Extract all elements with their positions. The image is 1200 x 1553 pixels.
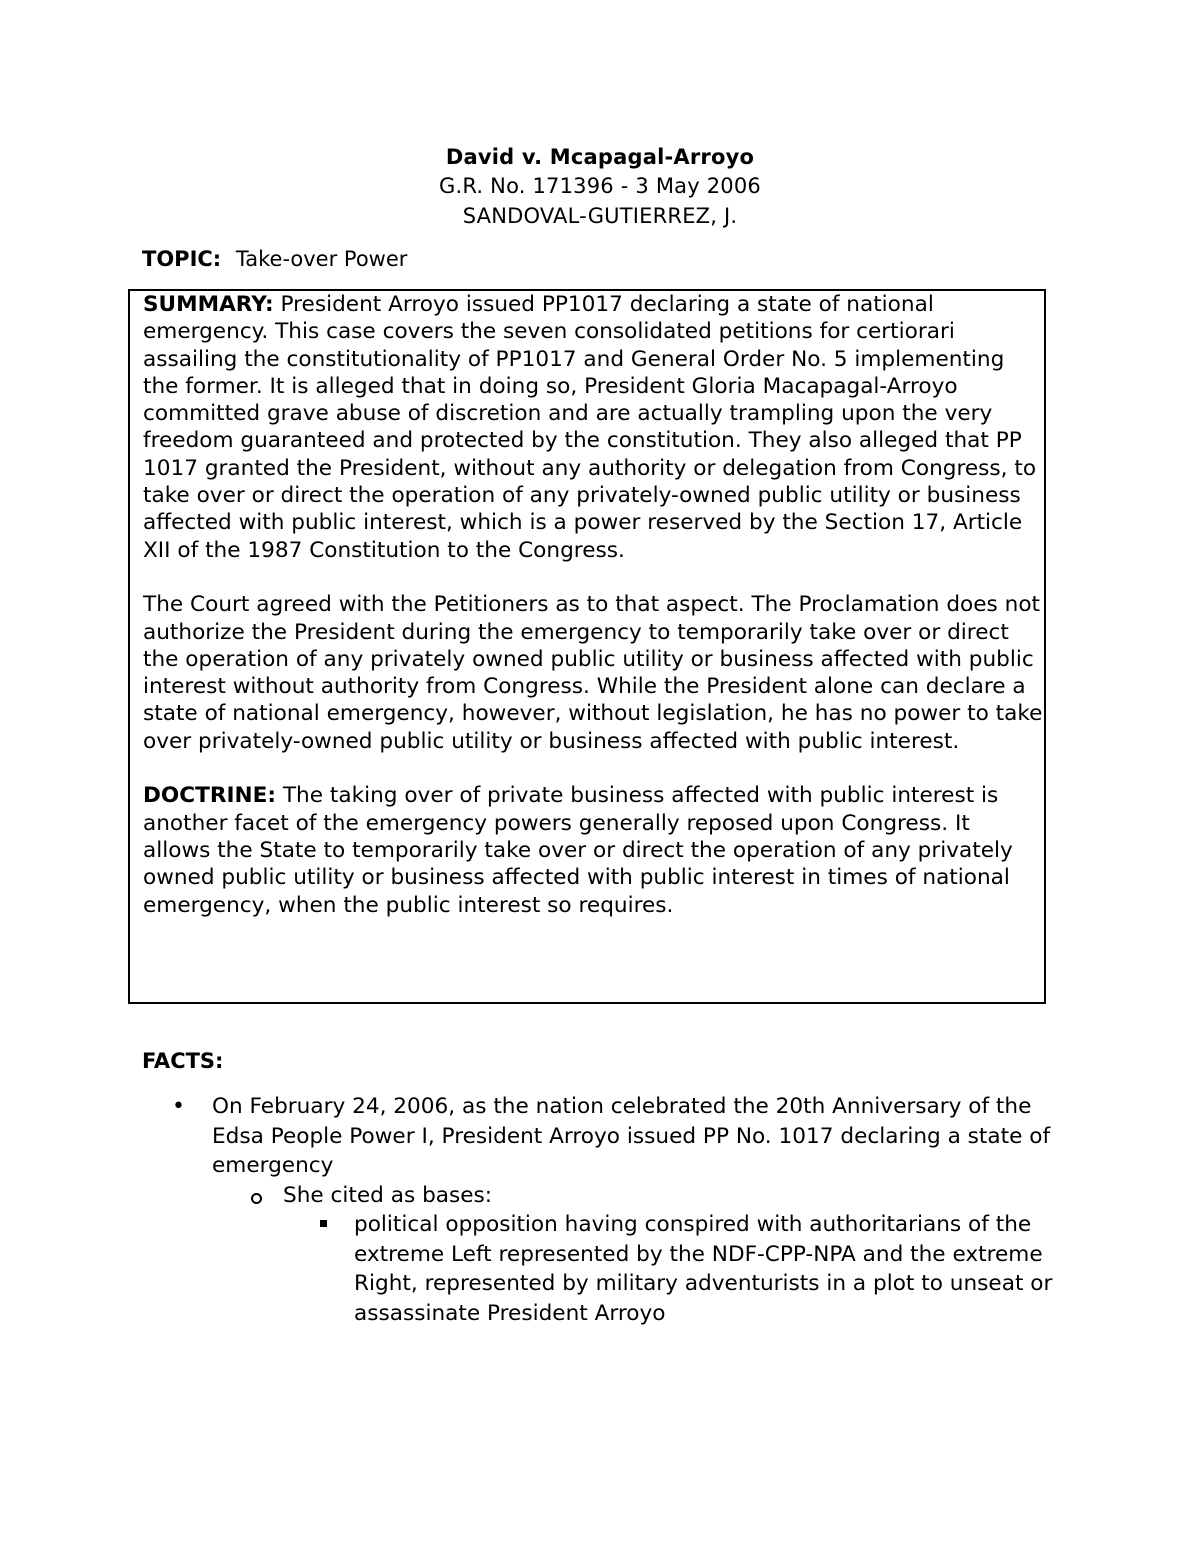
bullet-square-icon	[320, 1220, 327, 1227]
summary-label: SUMMARY:	[143, 292, 274, 317]
fact-subsubtext: political opposition having conspired with authoritarians of the extreme Left represented by the NDF-CPP-NPA and the extreme Right, represented by military adventurists in a plot to unseat or assassinate President Arroyo	[354, 1212, 1053, 1326]
summary-box-content	[143, 291, 1043, 919]
gr-number-date: G.R. No. 171396 - 3 May 2006	[439, 174, 761, 198]
ruling-paragraph: The Court agreed with the Petitioners as to that aspect. The Proclamation does not authorize the President during the emergency to temporarily take over or direct the operation of any privately owned public utility or business affected with public interest without authority from Congress. While the President alone can declare a state of national emergency, however, without legislation, he has no power to take over privately-owned public utility or business affected with public interest.	[143, 592, 1043, 754]
facts-heading: FACTS:	[142, 1049, 224, 1073]
summary-box	[128, 289, 1046, 1004]
fact-text: On February 24, 2006, as the nation celebrated the 20th Anniversary of the Edsa People Power I, President Arroyo issued PP No. 1017 declaring a state of emergency	[212, 1094, 1051, 1178]
ponente: SANDOVAL-GUTIERREZ, J.	[462, 204, 738, 228]
fact-subtext: She cited as bases:	[283, 1182, 493, 1208]
doctrine-label: DOCTRINE:	[143, 783, 276, 809]
case-title: David v. Mcapagal-Arroyo	[445, 145, 755, 169]
topic-label: TOPIC:	[142, 247, 222, 271]
summary-text: President Arroyo issued PP1017 declaring a state of national emergency. This case covers the seven consolidated petitions for certiorari assailing the constitutionality of PP1017 and General Order No. 5 implementing the former. It is alleged that in doing so, President Gloria Macapagal-Arroyo committed grave abuse of discretion and are actually trampling upon the very freedom guaranteed and protected by the constitution. They also alleged that PP 1017 granted the President, without any authority or delegation from Congress, to take over or direct the operation of any privately-owned public utility or business affected with public interest, which is a power reserved by the Section 17, Article XII of the 1987 Constitution to the Congress.	[143, 292, 1037, 563]
doctrine-paragraph	[143, 782, 1043, 918]
bullet-circle-icon	[251, 1193, 262, 1204]
topic-line	[142, 244, 407, 274]
summary-paragraph	[143, 291, 1043, 564]
topic-value: Take-over Power	[235, 247, 408, 271]
doctrine-text: The taking over of private business affected with public interest is another facet of the emergency powers generally reposed upon Congress. It allows the State to temporarily take over or direct the operation of any privately owned public utility or business affected with public interest in times of national emergency, when the public interest so requires.	[143, 783, 1013, 918]
bullet-disc-icon: •	[172, 1094, 185, 1119]
